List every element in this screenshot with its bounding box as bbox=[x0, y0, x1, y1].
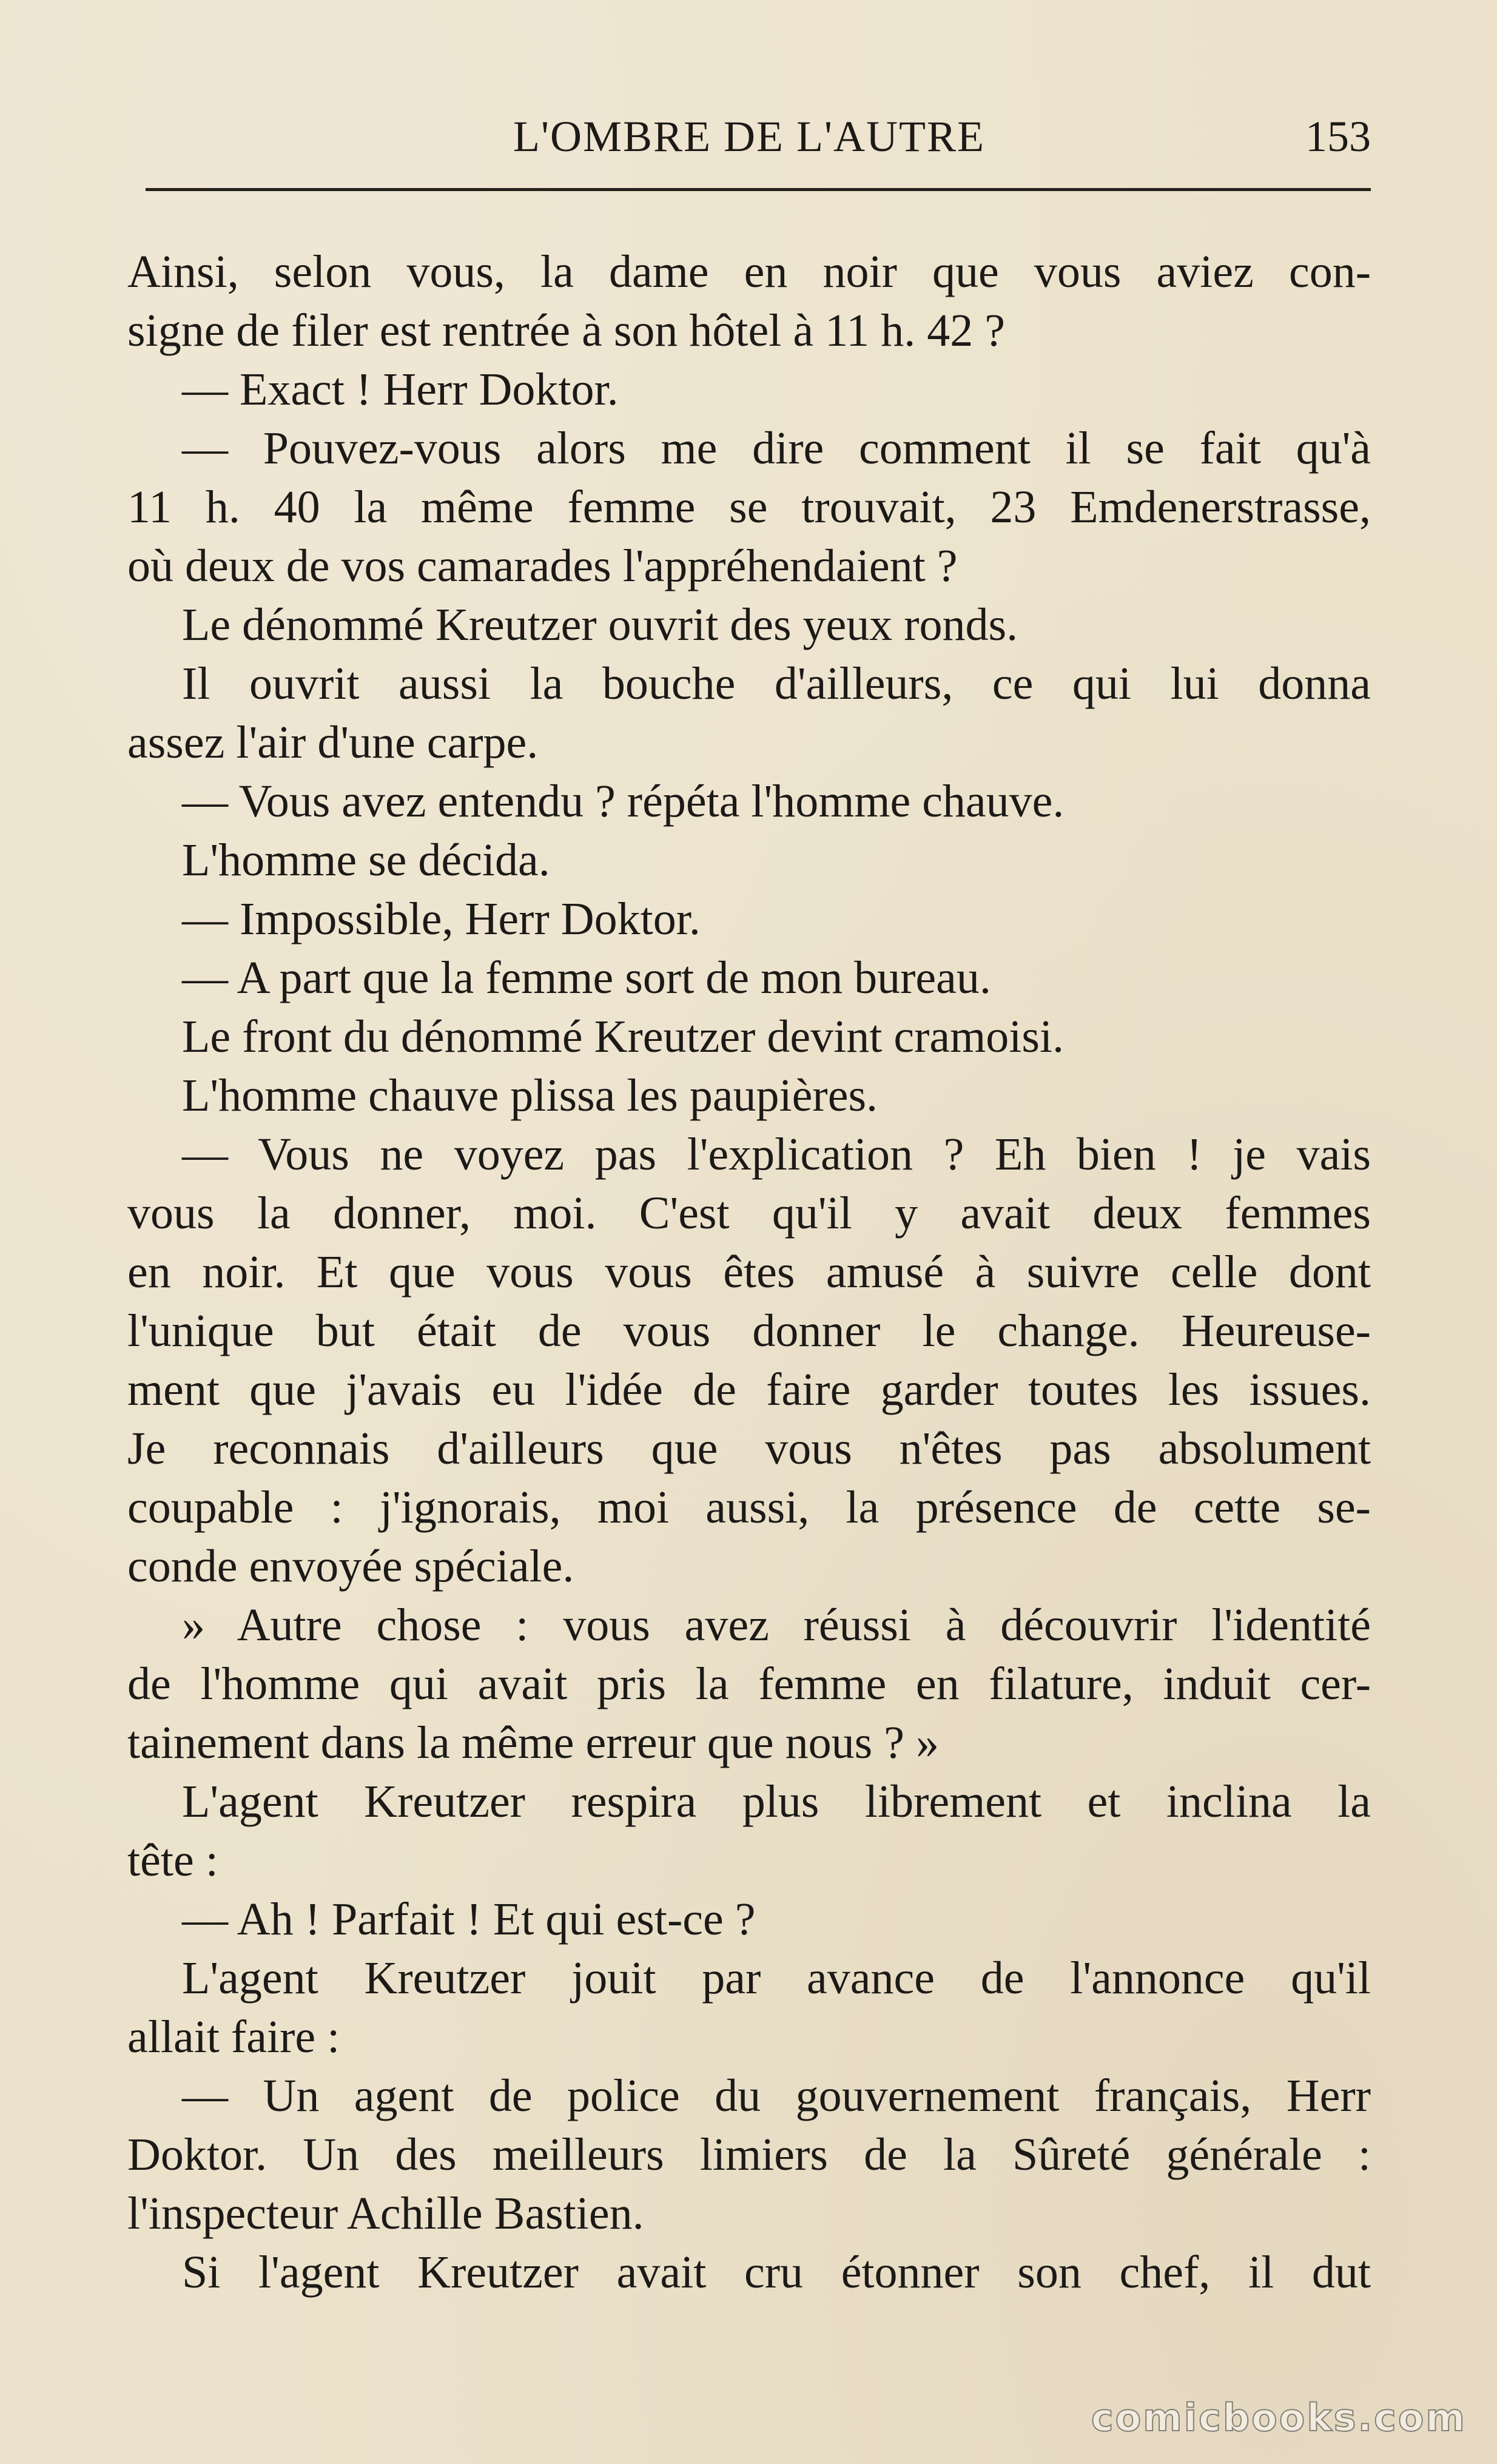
text-line: tête : bbox=[127, 1835, 218, 1886]
text-line: allait faire : bbox=[127, 2011, 340, 2062]
page-number: 153 bbox=[1305, 112, 1371, 161]
text-line: — Vous avez entendu ? répéta l'homme chauve. bbox=[182, 776, 1065, 827]
text-line: — Impossible, Herr Doktor. bbox=[182, 894, 701, 944]
text-line: l'unique but était de vous donner le change. Heureuse- bbox=[127, 1305, 1371, 1356]
body-text bbox=[127, 243, 1371, 2302]
text-line: Il ouvrit aussi la bouche d'ailleurs, ce qui lui donna bbox=[182, 658, 1371, 709]
text-line: L'homme se décida. bbox=[182, 835, 550, 886]
text-line: Le front du dénommé Kreutzer devint cramoisi. bbox=[182, 1011, 1065, 1062]
text-line: » Autre chose : vous avez réussi à découvrir l'identité bbox=[182, 1600, 1371, 1651]
text-line: L'agent Kreutzer respira plus librement et inclina la bbox=[182, 1776, 1371, 1827]
text-line: Le dénommé Kreutzer ouvrit des yeux ronds. bbox=[182, 599, 1018, 650]
text-line: — Ah ! Parfait ! Et qui est-ce ? bbox=[182, 1894, 756, 1945]
text-line: — Vous ne voyez pas l'explication ? Eh bien ! je vais bbox=[182, 1129, 1371, 1180]
text-line: conde envoyée spéciale. bbox=[127, 1541, 574, 1592]
text-line: où deux de vos camarades l'appréhendaient ? bbox=[127, 540, 958, 591]
running-title: L'OMBRE DE L'AUTRE bbox=[513, 112, 985, 161]
text-line: L'homme chauve plissa les paupières. bbox=[182, 1070, 878, 1121]
text-line: Doktor. Un des meilleurs limiers de la Sûreté générale : bbox=[127, 2129, 1371, 2180]
text-line: Je reconnais d'ailleurs que vous n'êtes pas absolument bbox=[127, 1423, 1371, 1474]
text-line: vous la donner, moi. C'est qu'il y avait deux femmes bbox=[127, 1188, 1371, 1239]
text-line: — A part que la femme sort de mon bureau. bbox=[182, 952, 991, 1003]
text-line: L'agent Kreutzer jouit par avance de l'annonce qu'il bbox=[182, 1953, 1371, 2004]
text-line: en noir. Et que vous vous êtes amusé à suivre celle dont bbox=[127, 1247, 1371, 1298]
text-line: — Un agent de police du gouvernement français, Herr bbox=[182, 2070, 1371, 2121]
text-line: signe de filer est rentrée à son hôtel à 11 h. 42 ? bbox=[127, 305, 1006, 356]
text-line: Si l'agent Kreutzer avait cru étonner son chef, il dut bbox=[182, 2247, 1371, 2298]
text-line: — Exact ! Herr Doktor. bbox=[182, 364, 619, 415]
text-line: 11 h. 40 la même femme se trouvait, 23 Emdenerstrasse, bbox=[127, 482, 1371, 533]
header-rule bbox=[146, 188, 1371, 191]
text-line: tainement dans la même erreur que nous ? » bbox=[127, 1717, 939, 1768]
text-line: Ainsi, selon vous, la dame en noir que vous aviez con- bbox=[127, 246, 1371, 297]
text-line: — Pouvez-vous alors me dire comment il se fait qu'à bbox=[182, 423, 1371, 474]
text-line: assez l'air d'une carpe. bbox=[127, 717, 539, 768]
text-line: l'inspecteur Achille Bastien. bbox=[127, 2188, 644, 2239]
text-line: ment que j'avais eu l'idée de faire garder toutes les issues. bbox=[127, 1364, 1371, 1415]
watermark-logo: comicbooks.com bbox=[1091, 2395, 1467, 2440]
running-head bbox=[146, 103, 1371, 170]
text-line: coupable : j'ignorais, moi aussi, la présence de cette se- bbox=[127, 1482, 1371, 1533]
text-line: de l'homme qui avait pris la femme en filature, induit cer- bbox=[127, 1658, 1371, 1709]
